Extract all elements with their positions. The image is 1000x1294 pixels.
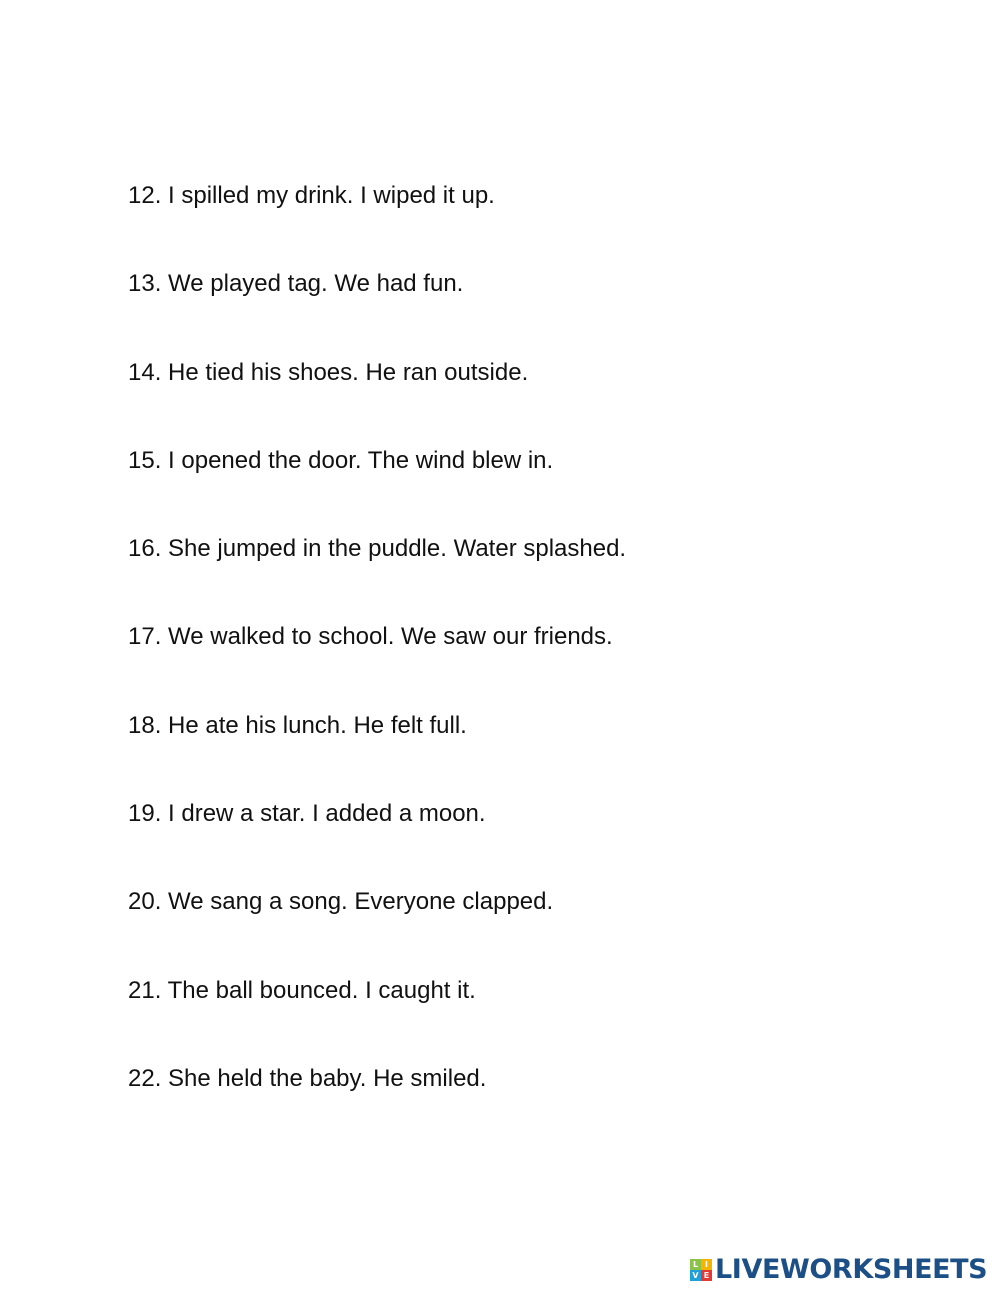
liveworksheets-logo-icon <box>690 1259 712 1281</box>
logo-tile-v: V <box>690 1270 701 1281</box>
logo-tile-i: I <box>701 1259 712 1270</box>
sentence-item: 17. We walked to school. We saw our friends. <box>128 623 613 651</box>
logo-tile-l: L <box>690 1259 701 1270</box>
sentence-item: 22. She held the baby. He smiled. <box>128 1064 487 1092</box>
sentence-item: 19. I drew a star. I added a moon. <box>128 800 486 828</box>
sentence-item: 18. He ate his lunch. He felt full. <box>128 711 467 739</box>
sentence-item: 16. She jumped in the puddle. Water splashed. <box>128 535 627 563</box>
sentence-list <box>128 181 626 1152</box>
sentence-item: 14. He tied his shoes. He ran outside. <box>128 358 529 386</box>
sentence-item: 13. We played tag. We had fun. <box>128 270 464 298</box>
sentence-item: 12. I spilled my drink. I wiped it up. <box>128 182 495 209</box>
sentence-item: 21. The ball bounced. I caught it. <box>128 976 476 1004</box>
logo-text: LIVEWORKSHEETS <box>715 1254 988 1285</box>
sentence-item: 15. I opened the door. The wind blew in. <box>128 446 554 474</box>
sentence-item: 20. We sang a song. Everyone clapped. <box>128 888 554 916</box>
liveworksheets-logo <box>690 1255 987 1285</box>
logo-tile-e: E <box>701 1270 712 1281</box>
